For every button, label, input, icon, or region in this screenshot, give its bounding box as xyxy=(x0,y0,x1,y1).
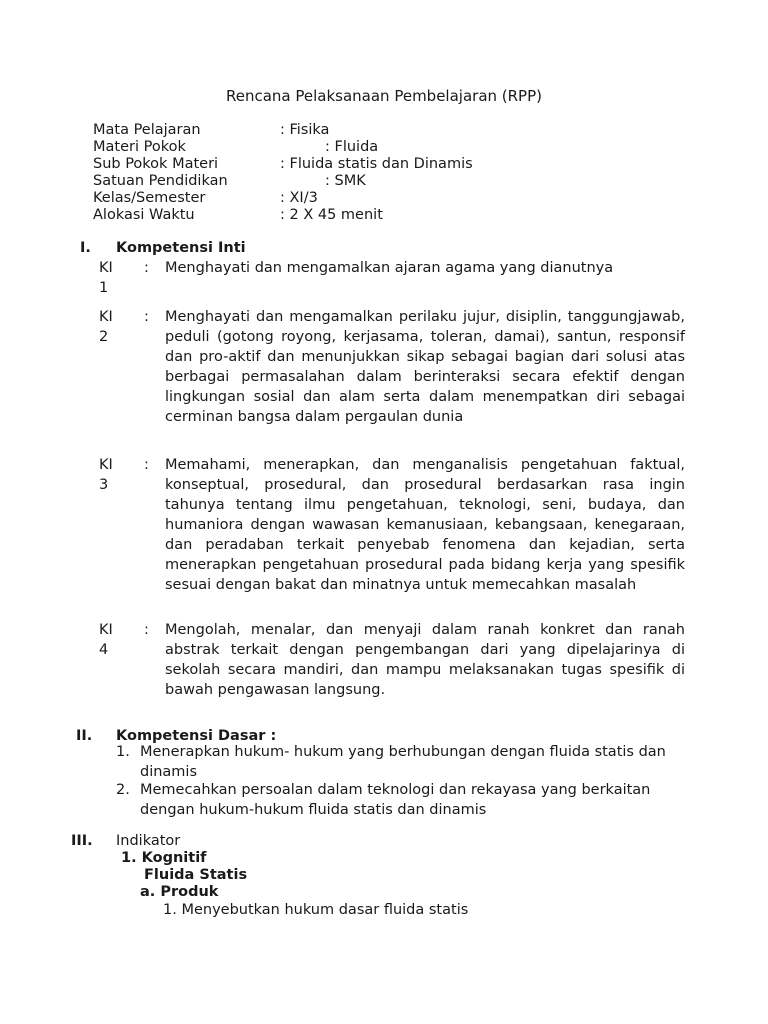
ki-item xyxy=(99,455,689,615)
meta-value: : SMK xyxy=(325,173,366,189)
ki-item xyxy=(99,620,689,702)
kd-text: Memecahkan persoalan dalam teknologi dan rekayasa yang berkaitan dengan hukum-hukum fluida statis dan dinamis xyxy=(140,782,651,818)
meta-key: Kelas/Semester xyxy=(93,190,206,206)
document-title: Rencana Pelaksanaan Pembelajaran (RPP) xyxy=(225,87,543,105)
kd-number: 1. xyxy=(116,744,130,760)
meta-key: Materi Pokok xyxy=(93,139,186,155)
ki-code: KI 3 xyxy=(99,457,113,493)
indikator-sub-kognitif: 1. Kognitif xyxy=(121,850,207,866)
section-number: III. xyxy=(71,833,93,849)
kd-number: 2. xyxy=(116,782,130,798)
ki-code: KI 2 xyxy=(99,309,113,345)
ki-item xyxy=(99,307,689,449)
ki-text: Mengolah, menalar, dan menyaji dalam ranah konkret dan ranah abstrak terkait dengan pengembangan dari yang dipelajarinya di sekolah secara mandiri, dan mampu melaksanakan tugas spesifik di bawah pengawasan langsung. xyxy=(165,622,685,698)
meta-key: Satuan Pendidikan xyxy=(93,173,228,189)
meta-value: : Fisika xyxy=(280,122,330,138)
section-number: II. xyxy=(76,728,93,744)
section-label: Indikator xyxy=(116,833,181,849)
ki-colon: : xyxy=(144,457,149,473)
indikator-sub-fluida-statis: Fluida Statis xyxy=(144,867,248,883)
ki-colon: : xyxy=(144,260,149,276)
ki-text: Menghayati dan mengamalkan perilaku jujur, disiplin, tanggungjawab, peduli (gotong royong, kerjasama, toleran, damai), santun, responsif dan pro-aktif dan menunjukkan sikap sebagai bagian dari solusi atas berbagai permasalahan dalam berinteraksi secara efektif dengan lingkungan sosial dan alam serta dalam menempatkan diri sebagai cerminan bangsa dalam pergaulan dunia xyxy=(165,309,685,425)
meta-key: Mata Pelajaran xyxy=(93,122,201,138)
ki-code: KI 1 xyxy=(99,260,113,296)
section-label: Kompetensi Dasar : xyxy=(116,728,277,744)
ki-text: Memahami, menerapkan, dan menganalisis pengetahuan faktual, konseptual, prosedural, dan prosedural berdasarkan rasa ingin tahunya tentang ilmu pengetahuan, teknologi, seni, budaya, dan humaniora dengan wawasan kemanusiaan, kebangsaan, kenegaraan, dan peradaban terkait penyebab fenomena dan kejadian, serta menerapkan pengetahuan prosedural pada bidang kerja yang spesifik sesuai dengan bakat dan minatnya untuk memecahkan masalah xyxy=(165,457,685,593)
meta-key: Sub Pokok Materi xyxy=(93,156,219,172)
meta-value: : Fluida xyxy=(325,139,379,155)
meta-value: : Fluida statis dan Dinamis xyxy=(280,156,473,172)
section-label: Kompetensi Inti xyxy=(116,240,246,256)
indikator-sub-produk: a. Produk xyxy=(140,884,219,900)
ki-item xyxy=(99,258,689,300)
ki-code: KI 4 xyxy=(99,622,113,658)
meta-value: : XI/3 xyxy=(280,190,318,206)
meta-value: : 2 X 45 menit xyxy=(280,207,383,223)
kd-text: Menerapkan hukum- hukum yang berhubungan dengan fluida statis dan dinamis xyxy=(140,744,666,780)
meta-key: Alokasi Waktu xyxy=(93,207,195,223)
ki-colon: : xyxy=(144,309,149,325)
ki-text: Menghayati dan mengamalkan ajaran agama yang dianutnya xyxy=(165,260,614,276)
section-number: I. xyxy=(80,240,91,256)
indikator-item: 1. Menyebutkan hukum dasar fluida statis xyxy=(163,902,469,918)
ki-colon: : xyxy=(144,622,149,638)
